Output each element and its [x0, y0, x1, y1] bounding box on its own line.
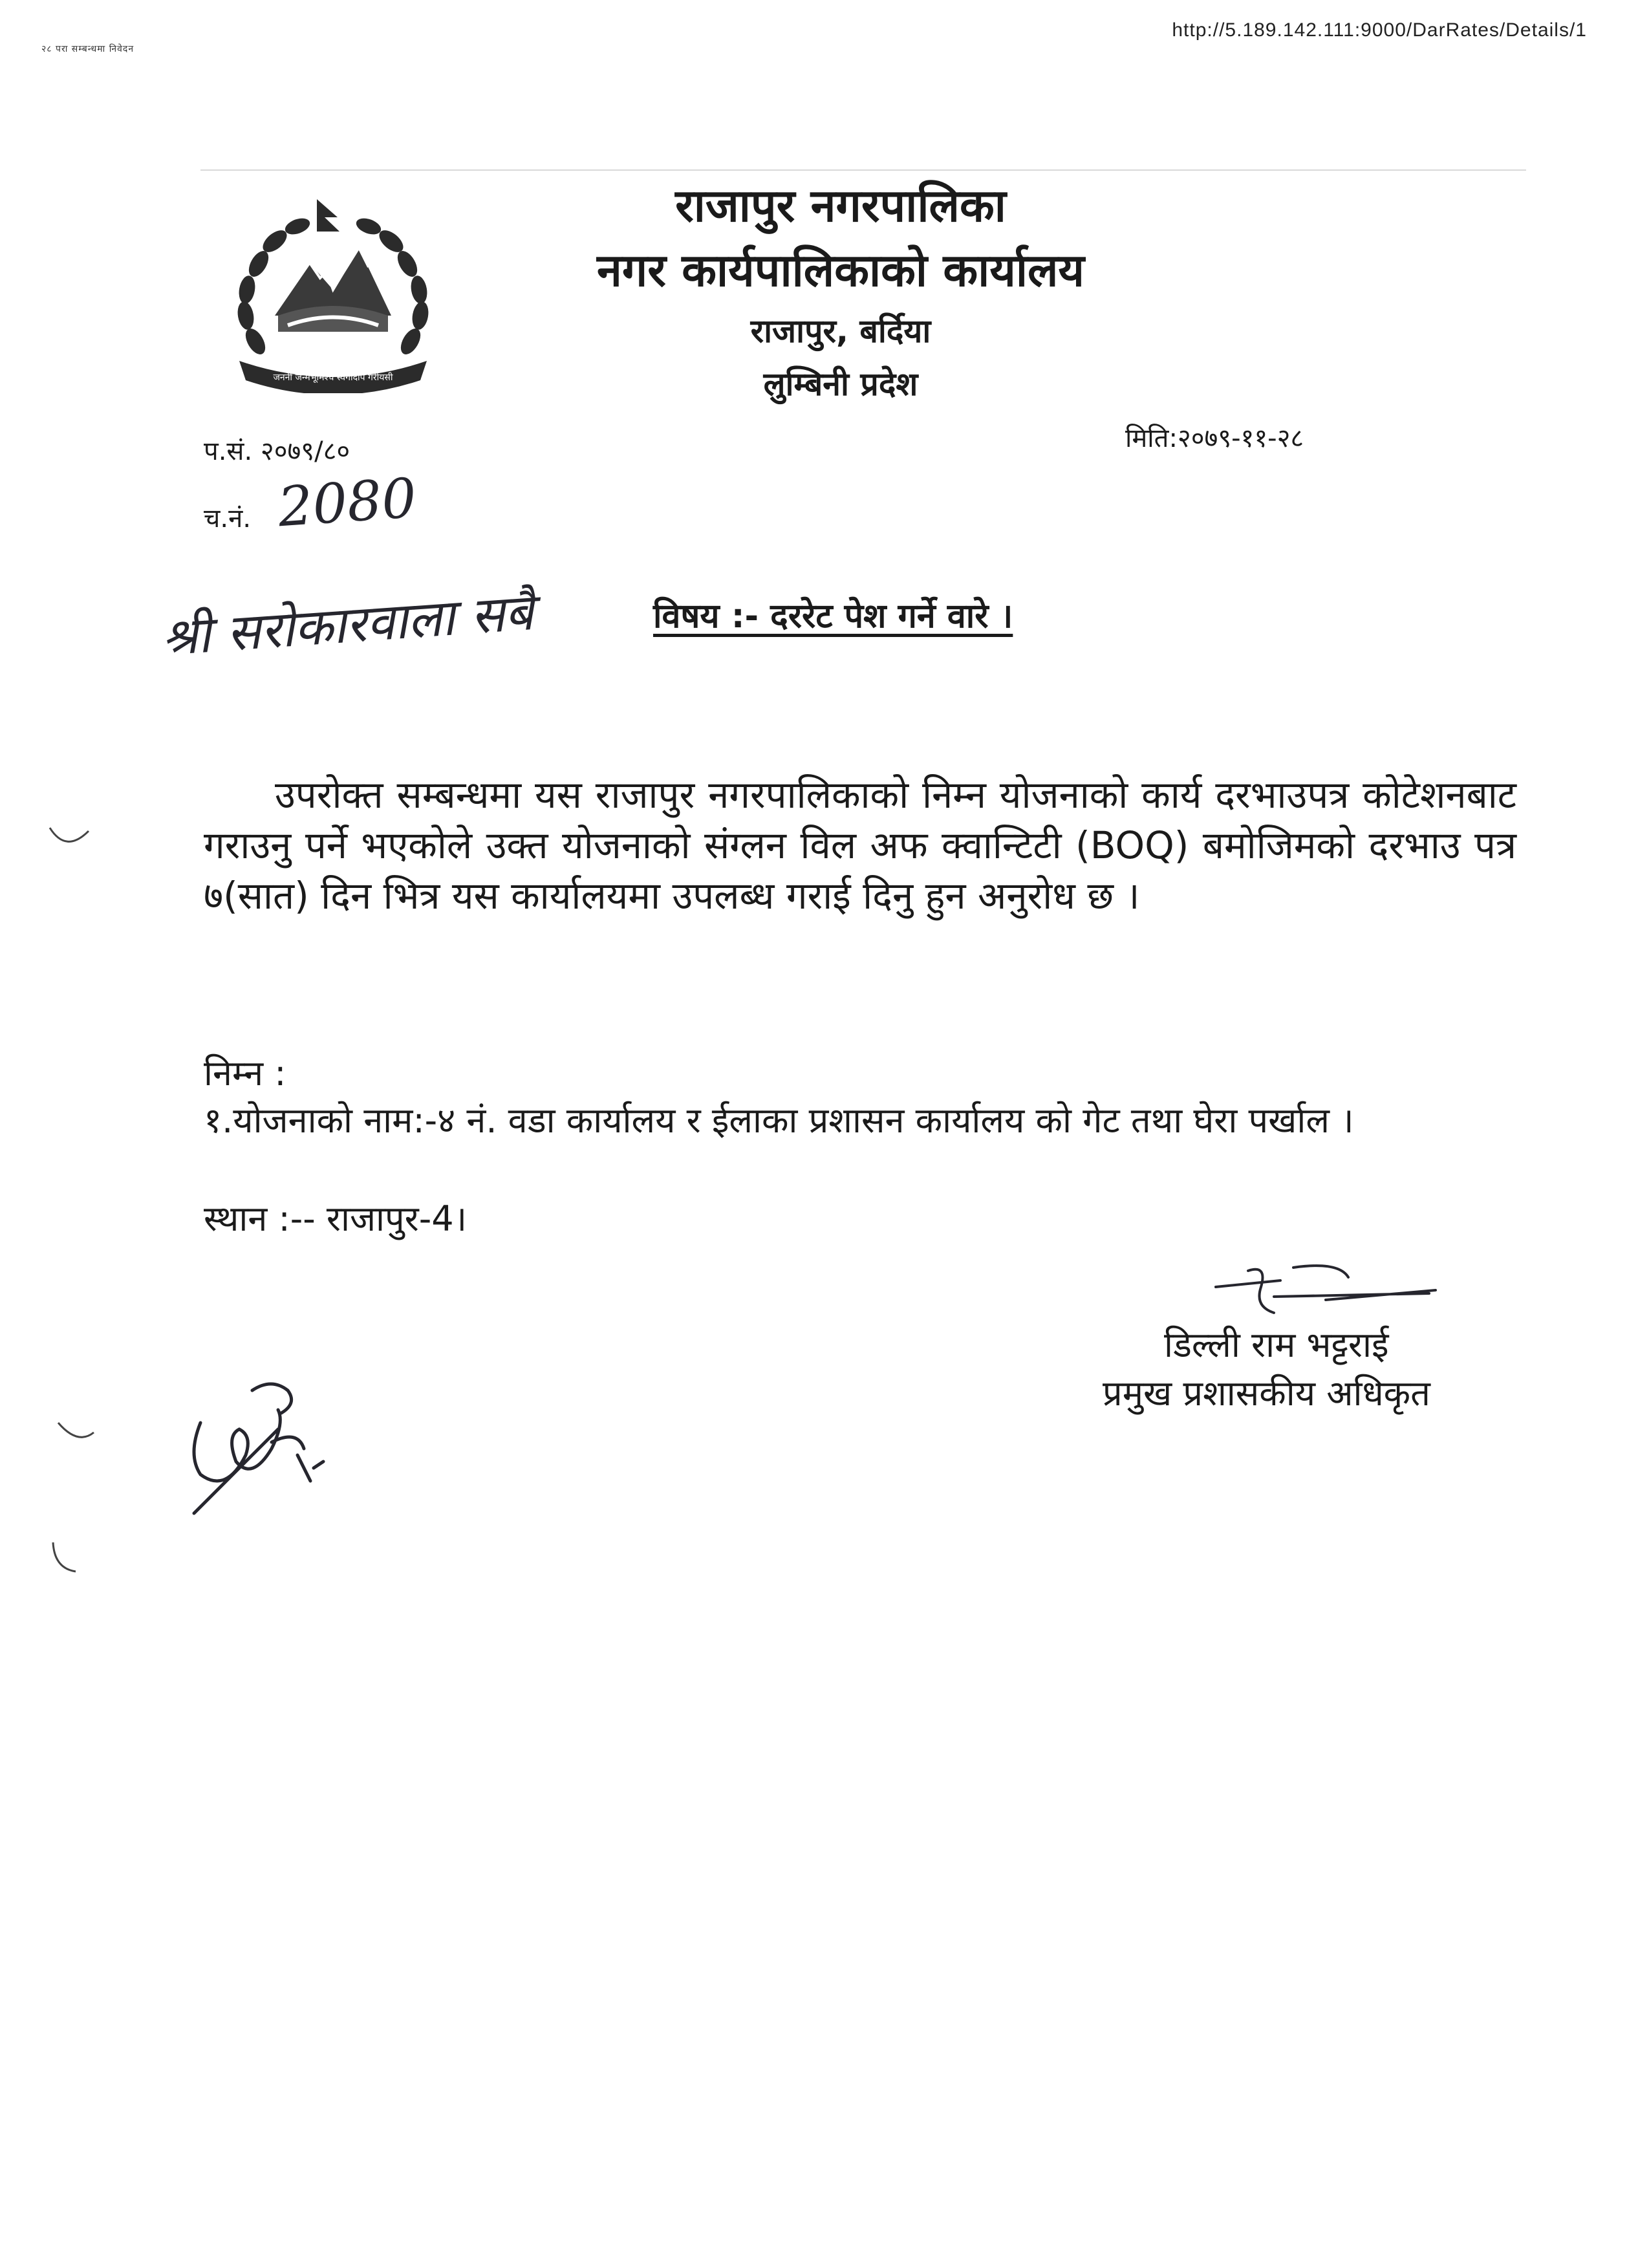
project-place: स्थान :-- राजापुर-4।	[204, 1198, 468, 1239]
margin-mark-icon	[47, 821, 92, 860]
reference-number: प.सं. २०७९/८०	[204, 437, 350, 466]
province-name: लुम्बिनी प्रदेश	[763, 365, 918, 403]
signer-title: प्रमुख प्रशासकीय अधिकृत	[1103, 1373, 1430, 1414]
emblem-motto: जननी जन्मभूमिश्च स्वर्गादपि गरीयसी	[273, 373, 393, 383]
letter-subject: विषय :- दररेट पेश गर्ने वारे ।	[653, 597, 1013, 636]
signature-scribble-icon	[1209, 1261, 1442, 1319]
dispatch-number-handwritten: 2080	[275, 466, 418, 539]
signer-name: डिल्ली राम भट्टराई	[1164, 1324, 1389, 1365]
nepal-government-emblem-icon	[213, 186, 453, 393]
recipient-handwritten: श्री सरोकारवाला सबै	[160, 583, 535, 667]
scan-header-left: २८ परा सम्बन्धमा निवेदन	[41, 44, 135, 54]
letter-date: मिति:२०७९-११-२८	[1125, 424, 1304, 453]
office-name: नगर कार्यपालिकाको कार्यालय	[596, 244, 1085, 297]
initials-scribble-icon	[175, 1352, 343, 1520]
list-heading: निम्न :	[204, 1053, 286, 1094]
letter-body: उपरोक्त सम्बन्धमा यस राजापुर नगरपालिकाको निम्न योजनाको कार्य दरभाउपत्र कोटेशनबाट गराउनु पर्ने भएकोले उक्त योजनाको संग्लन विल अफ क्वान्टिटी (BOQ) बमोजिमको दरभाउ पत्र ७(सात) दिन भित्र यस कार्यालयमा उपलब्ध गराई दिनु हुन अनुरोध छ ।	[204, 773, 1516, 918]
scan-header-url: http://5.189.142.111:9000/DarRates/Details/1	[1172, 19, 1587, 41]
margin-mark-icon	[47, 1539, 92, 1578]
municipality-name: राजापुर नगरपालिका	[675, 179, 1006, 232]
header-rule	[200, 169, 1526, 171]
letterhead	[453, 175, 1229, 410]
margin-mark-icon	[55, 1416, 100, 1455]
dispatch-number-label: च.नं.	[204, 504, 252, 534]
project-name: १.योजनाको नाम:-४ नं. वडा कार्यालय र ईलाका प्रशासन कार्यालय को गेट तथा घेरा पर्खाल ।	[204, 1100, 1354, 1141]
office-address: राजापुर, बर्दिया	[750, 312, 931, 350]
